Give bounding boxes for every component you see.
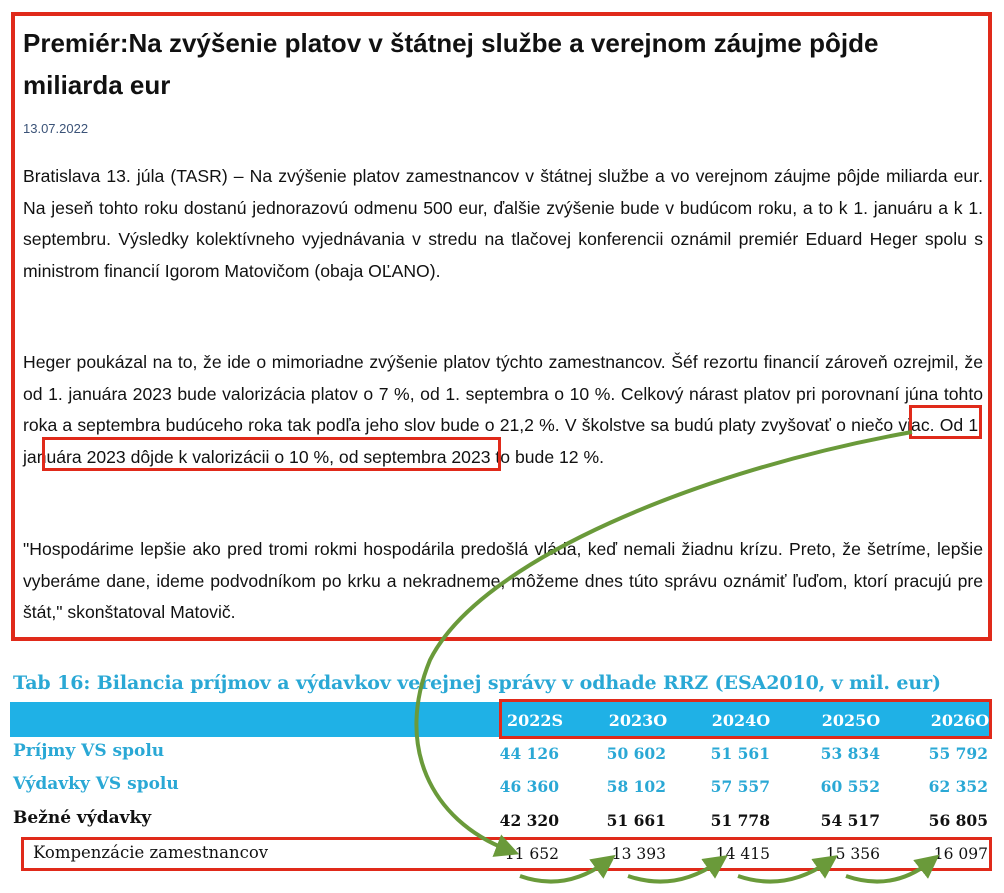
table-cell: 55 792	[928, 744, 988, 763]
table-cell: 51 561	[710, 744, 770, 763]
paragraph-2-text-a: Heger poukázal na to, že ide o mimoriadne zvýšenie platov týchto zamestnancov. Šéf rezortu financií zároveň ozrejmil, že od 1. januára 2023 bude valorizácia platov o 7 %, od 1. septembra o 10 %. Celkový nárast platov pri porovnaní júna tohto roka a septembra budúceho roka tak podľa jeho slov bude	[23, 352, 983, 435]
table-title: Tab 16: Bilancia príjmov a výdavkov verejnej správy v odhade RRZ (ESA2010, v mil. eur)	[13, 672, 941, 694]
growth-arrow	[738, 862, 828, 882]
table-cell: 57 557	[710, 777, 770, 796]
article-paragraph-1: Bratislava 13. júla (TASR) – Na zvýšenie platov zamestnancov v štátnej službe a vo verejnom záujme pôjde miliarda eur. Na jeseň tohto roku dostanú jednorazovú odmenu 500 eur, ďalšie zvýšenie bude v budúcom roku, a to k 1. januáru a k 1. septembru. Výsledky kolektívneho vyjednávania v stredu na tlačovej konferencii oznámil premiér Eduard Heger spolu s ministrom financií Igorom Matovičom (obaja OĽANO).	[23, 166, 983, 281]
table-cell: 54 517	[820, 811, 880, 830]
year-header: 2026O	[930, 711, 990, 730]
table-cell: 42 320	[499, 811, 559, 830]
table-cell: 46 360	[499, 777, 559, 796]
table-cell: 50 602	[606, 744, 666, 763]
table-cell: 16 097	[933, 845, 988, 863]
highlight-percent: o 21,2	[484, 415, 534, 435]
highlight-school-sentence: V školstve sa budú platy zvyšovať o niečo viac.	[564, 415, 935, 435]
table-cell: 60 552	[820, 777, 880, 796]
article-title: Premiér:Na zvýšenie platov v štátnej službe a verejnom záujme pôjde miliarda eur	[23, 28, 879, 100]
table-cell: 51 661	[606, 811, 666, 830]
year-header: 2022S	[506, 711, 564, 730]
table-cell: 53 834	[820, 744, 880, 763]
table-cell: 44 126	[499, 744, 559, 763]
table-cell: 62 352	[928, 777, 988, 796]
growth-arrow	[520, 862, 606, 882]
connector-arrow	[416, 432, 912, 850]
paragraph-2-text-b: %.	[533, 415, 560, 435]
table-cell: 15 356	[825, 845, 880, 863]
growth-arrow	[628, 862, 718, 882]
article-paragraph-3: "Hospodárime lepšie ako pred tromi rokmi hospodárila predošlá vláda, keď nemali žiadnu krízu. Preto, že šetríme, lepšie vyberáme dane, ideme podvodníkom po krku a nekradneme, môžeme dnes túto správu oznámiť ľuďom, ktorí pracujú pre štát," skonštatoval Matovič.	[23, 539, 983, 622]
row-label-compensation: Kompenzácie zamestnancov	[33, 843, 269, 862]
table-cell: 58 102	[606, 777, 666, 796]
row-label-expenditure: Výdavky VS spolu	[13, 774, 179, 794]
article-date: 13.07.2022	[23, 121, 89, 136]
year-header: 2023O	[608, 711, 668, 730]
table-cell: 51 778	[710, 811, 770, 830]
table-cell: 11 652	[504, 845, 559, 863]
table-cell: 13 393	[611, 845, 666, 863]
table-cell: 14 415	[715, 845, 770, 863]
growth-arrow	[846, 862, 930, 882]
row-label-current-expenditure: Bežné výdavky	[13, 808, 152, 828]
year-header: 2025O	[821, 711, 881, 730]
year-header: 2024O	[711, 711, 771, 730]
paragraph-2-text-c: Od 1. januára 2023 dôjde k valorizácii o 10 %, od septembra 2023 to bude 12 %.	[23, 415, 984, 467]
table-cell: 56 805	[928, 811, 988, 830]
row-label-revenue: Príjmy VS spolu	[13, 741, 165, 761]
